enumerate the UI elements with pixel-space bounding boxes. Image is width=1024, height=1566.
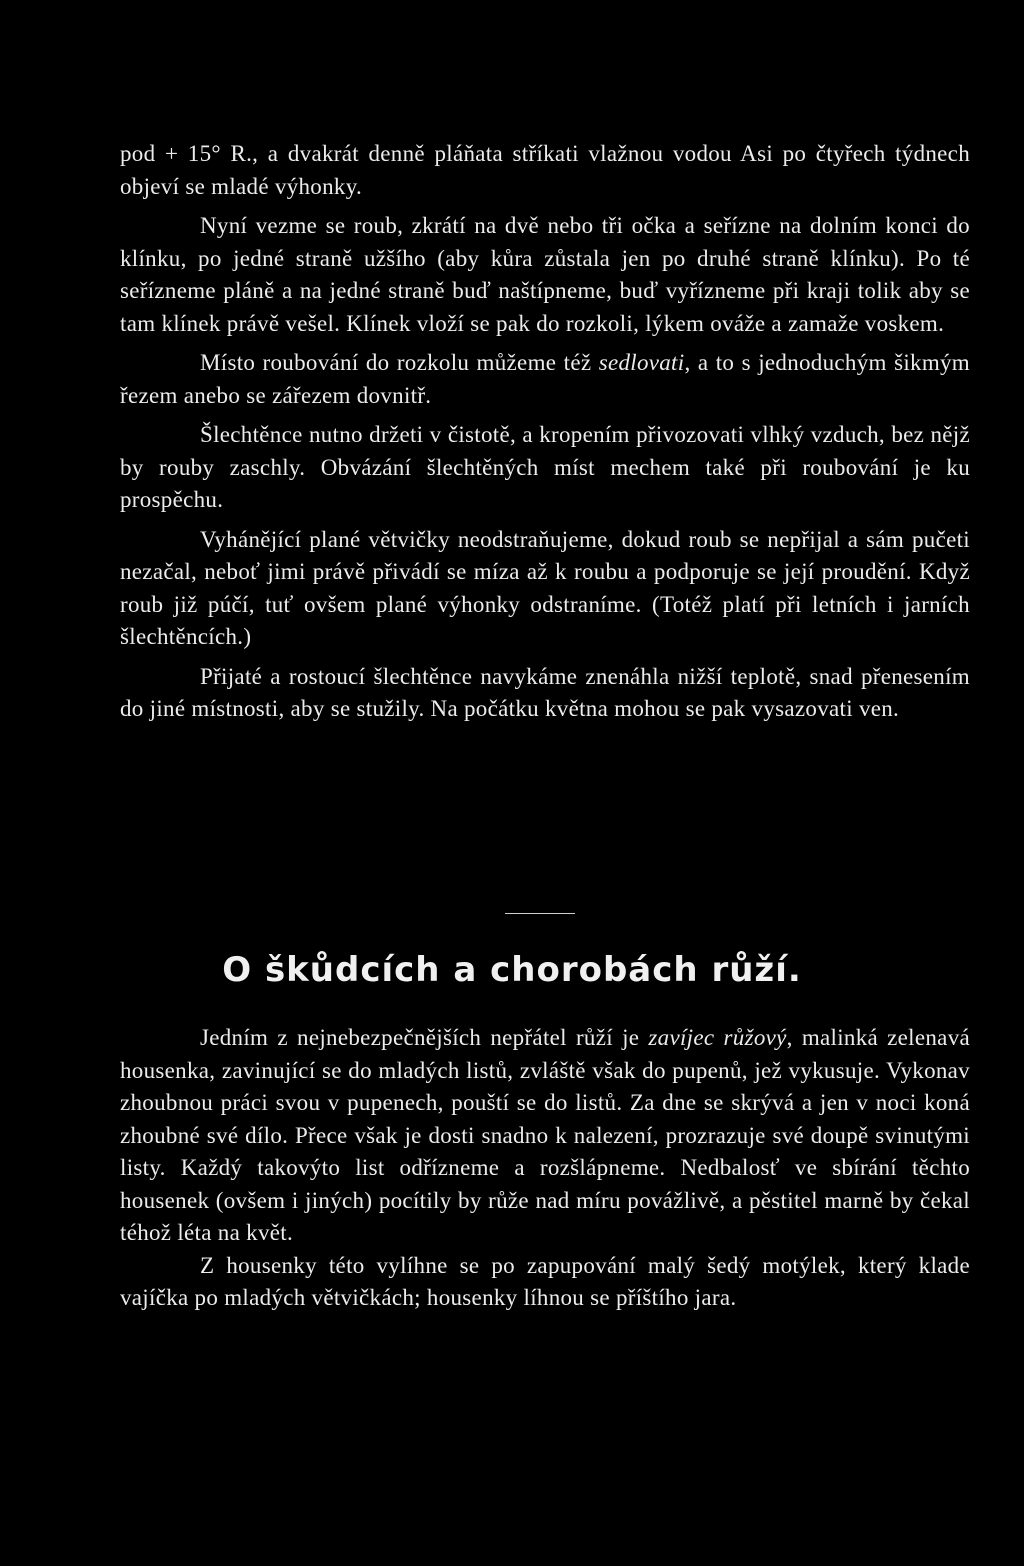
- section-heading: O škůdcích a chorobách růží.: [222, 950, 802, 990]
- paragraph-cleanliness: Šlechtěnce nutno držeti v čistotě, a kropením přivozovati vlhký vzduch, bez nějž by rouby zaschly. Obvázání šlechtěných míst mechem také při roubování je ku prospěchu.: [120, 422, 970, 512]
- italic-term-sedlovati: sedlovati: [598, 350, 685, 375]
- paragraph-watering: pod + 15° R., a dvakrát denně pláňata stříkati vlažnou vodou Asi po čtyřech týdnech objeví se mladé výhonky.: [120, 141, 970, 199]
- paragraph-saddle-grafting: [120, 347, 970, 412]
- page-body-top: [120, 138, 970, 726]
- paragraph-moth: Z housenky této vylíhne se po zapupování malý šedý motýlek, který klade vajíčka po mladých větvičkách; housenky líhnou se příštího jara.: [120, 1252, 970, 1310]
- page-body-bottom: [120, 1022, 970, 1315]
- text-run: , a to s jednoduchým šikmým řezem anebo se zářezem dovnitř.: [120, 350, 970, 408]
- paragraph-wild-shoots: Vyhánějící plané větvičky neodstraňujeme, dokud roub se nepřijal a sám pučeti nezačal, neboť jimi právě přivádí se míza až k roubu a podporuje se její proudění. Když roub již púčí, tuť ovšem plané výhonky odstraníme. (Totéž platí při letních i jarních šlechtěncích.): [120, 526, 970, 649]
- text-run: Místo roubování do rozkolu můžeme též: [200, 350, 599, 375]
- italic-term-zavijec: zavíjec růžový: [648, 1025, 787, 1050]
- paragraph-grafting-cleft: Nyní vezme se roub, zkrátí na dvě nebo tři očka a seřízne na dolním konci do klínku, po jedné straně užšího (aby kůra zůstala jen po druhé straně klínku). Po té seřízneme pláně a na jedné straně buď naštípneme, buď vyřízneme při kraji tolik aby se tam klínek právě vešel. Klínek vloží se pak do rozkoli, lýkem ováže a zamaže voskem.: [120, 213, 970, 336]
- paragraph-leaf-roller: [120, 1022, 970, 1250]
- section-divider: [505, 913, 575, 914]
- paragraph-hardening: Přijaté a rostoucí šlechtěnce navykáme znenáhla nižší teplotě, snad přenesením do jiné místnosti, aby se stužily. Na počátku května mohou se pak vysazovati ven.: [120, 663, 970, 721]
- text-run: , malinká zelenavá housenka, zavinující se do mladých listů, zvláště však do pupenů, jež vykusuje. Vykonav zhoubnou práci svou v pupenech, pouští se do listů. Za dne se skrývá a jen v noci koná zhoubné své dílo. Přece však je dosti snadno k nalezení, prozrazuje své doupě svinutými listy. Každý takovýto list odřízneme a rozšlápneme. Nedbalosť ve sbírání těchto housenek (ovšem i jiných) pocítily by růže nad míru povážlivě, a pěstitel marně by čekal téhož léta na květ.: [120, 1025, 970, 1245]
- text-run: Jedním z nejnebezpečnějších nepřátel růží je: [200, 1025, 649, 1050]
